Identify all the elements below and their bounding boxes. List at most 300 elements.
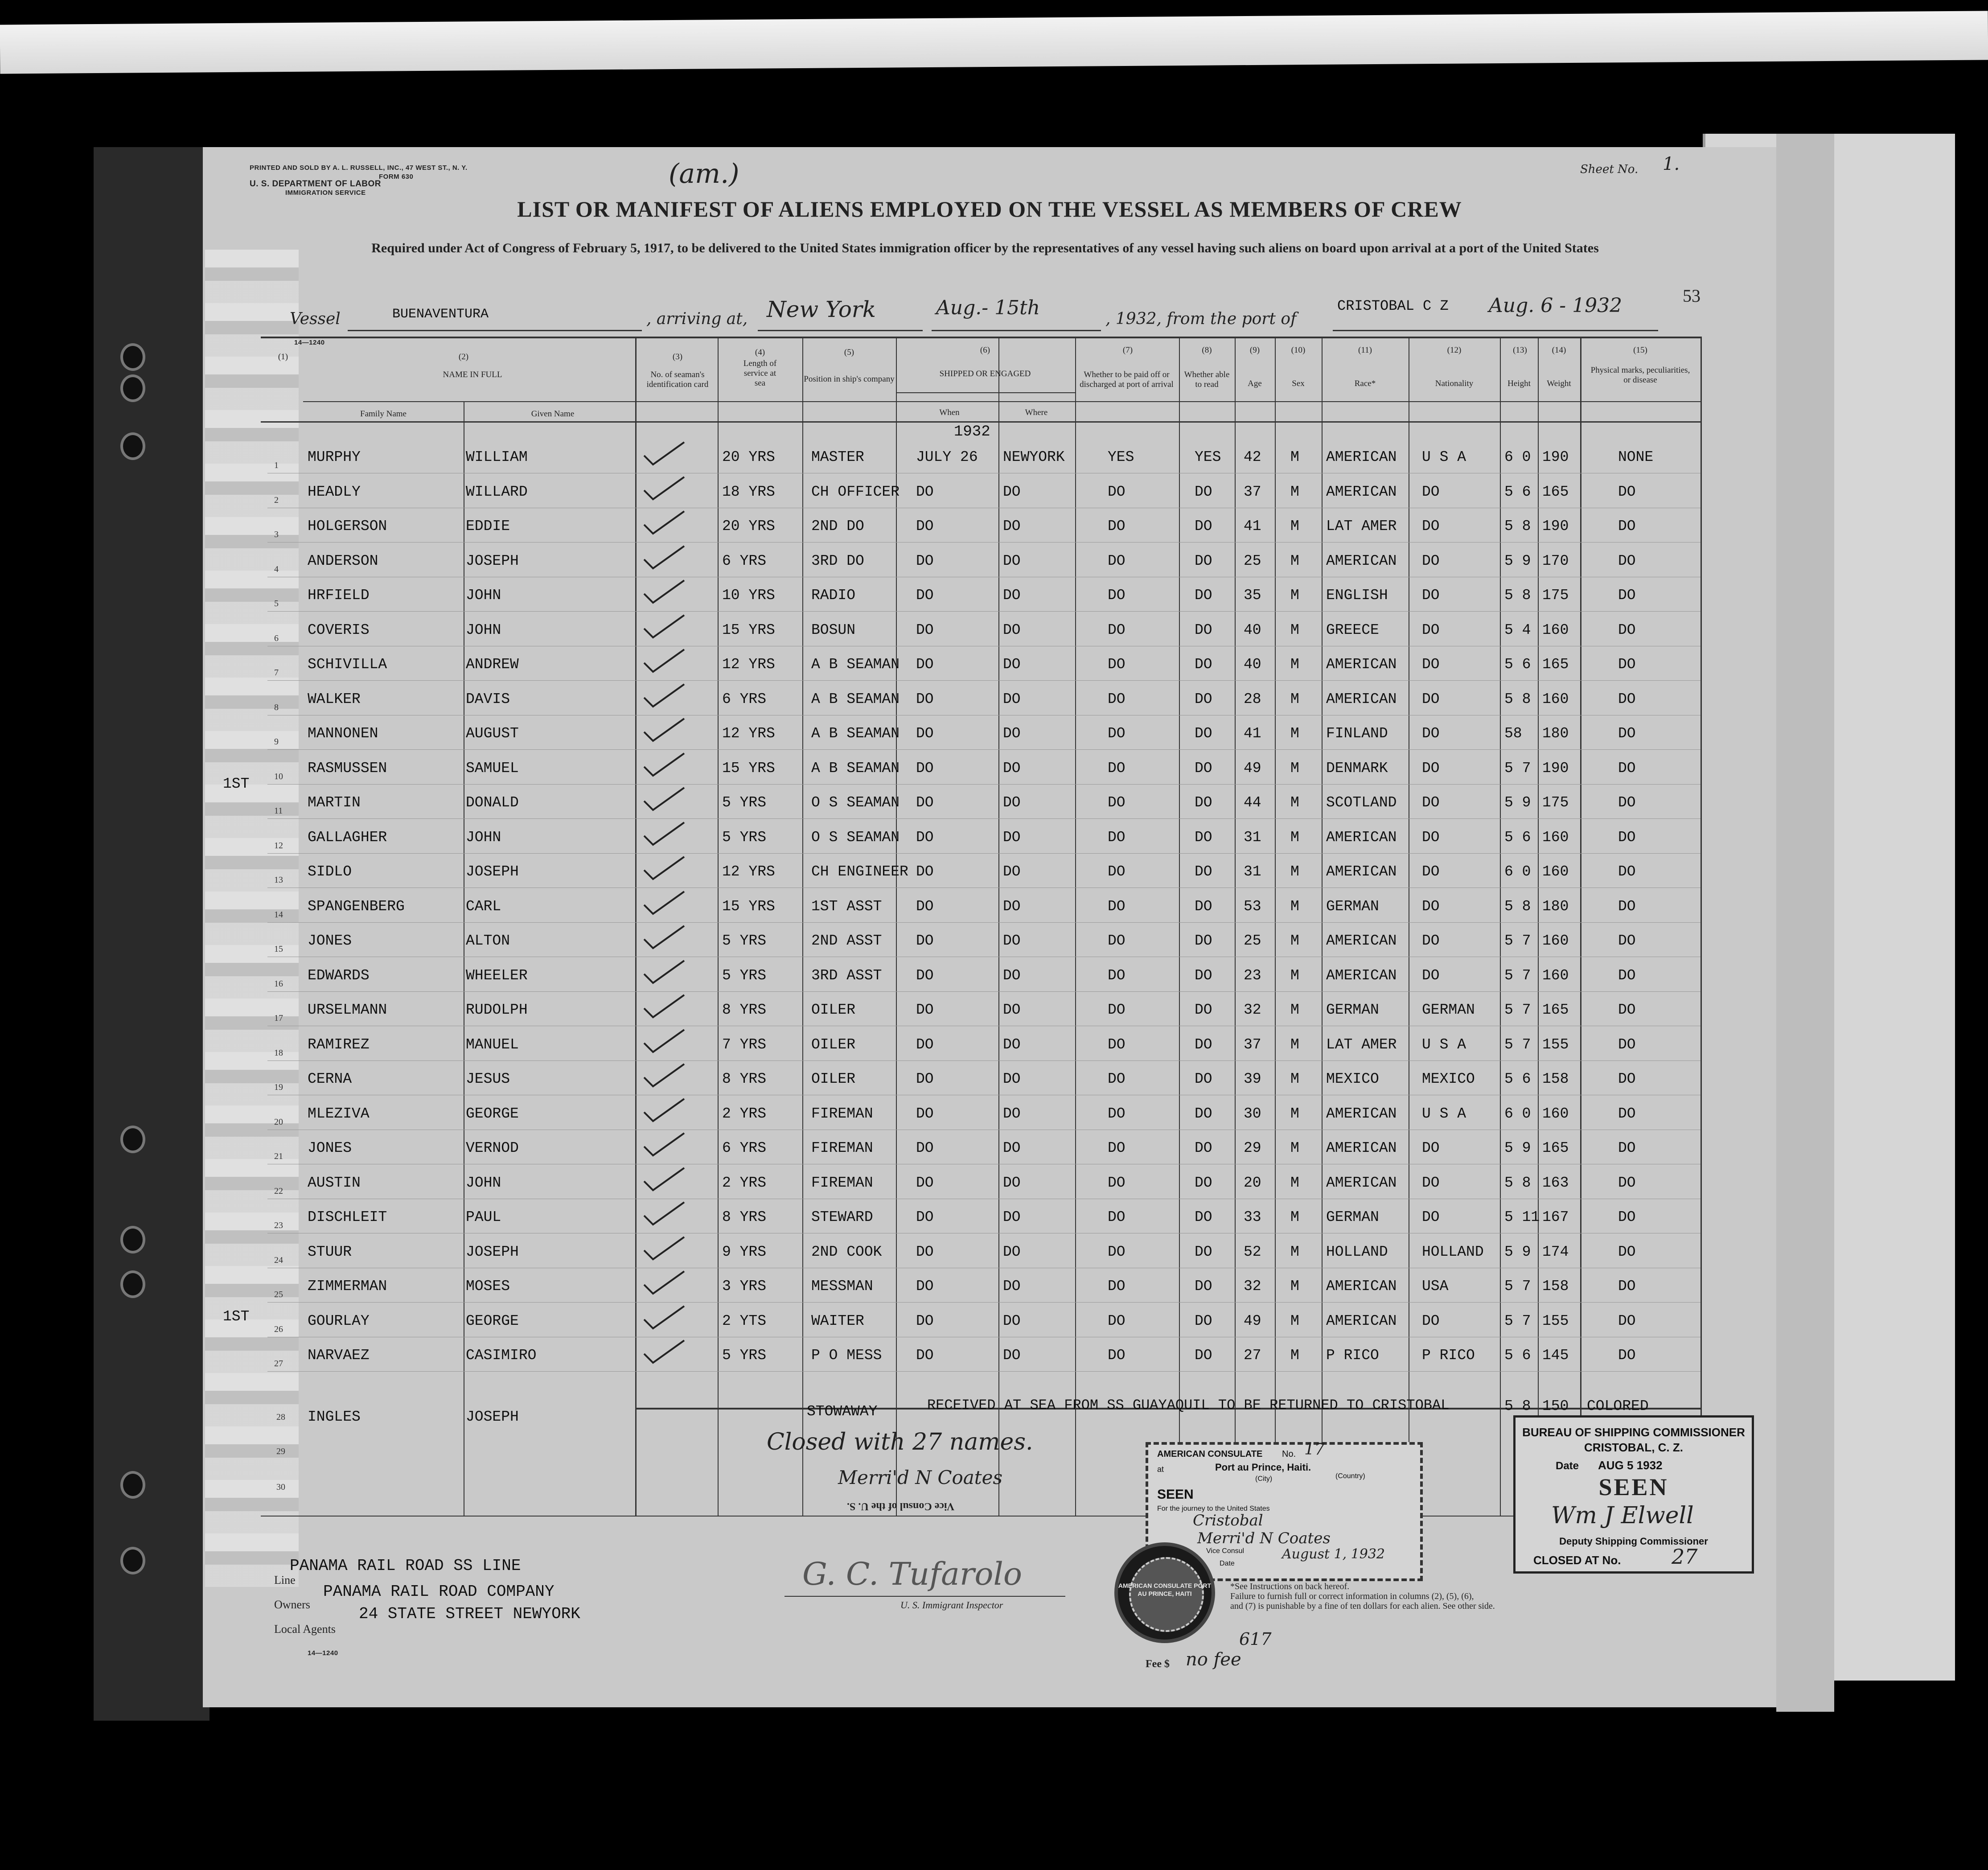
checkmark-icon	[642, 1338, 686, 1365]
shipped-where: DO	[1003, 933, 1021, 949]
row-number: 15	[274, 944, 283, 954]
department-name: U. S. DEPARTMENT OF LABOR	[250, 179, 382, 189]
sheet-number: 1.	[1663, 154, 1680, 174]
height: 6 0	[1504, 863, 1531, 880]
year-port-label: , 1932, from the port of	[1105, 310, 1297, 328]
service-length: 15 YRS	[722, 898, 775, 915]
col-3-number: (3)	[672, 352, 683, 362]
service-length: 8 YRS	[722, 1209, 767, 1225]
given-name: ANDREW	[466, 656, 519, 673]
paid-off: DO	[1108, 690, 1125, 707]
checkmark-icon	[642, 440, 686, 467]
shipped-when: DO	[916, 829, 934, 846]
age: 30	[1244, 1105, 1261, 1122]
consulate-vice: Vice Consul	[1206, 1547, 1245, 1555]
given-name: PAUL	[466, 1209, 501, 1225]
row-number: 7	[274, 668, 279, 678]
race: AMERICAN	[1326, 483, 1397, 500]
fee-value: no fee	[1186, 1649, 1241, 1670]
annotation-am: (am.)	[669, 158, 739, 189]
sex: M	[1290, 1347, 1299, 1364]
age: 23	[1244, 967, 1261, 984]
sex: M	[1290, 483, 1299, 500]
height: 5 7	[1504, 1036, 1531, 1053]
race: SCOTLAND	[1326, 794, 1397, 811]
nationality: DO	[1422, 1174, 1440, 1191]
position: P O MESS	[811, 1347, 882, 1364]
nationality: DO	[1422, 1140, 1440, 1156]
shipped-when: DO	[916, 1243, 934, 1260]
bureau-signature: Wm J Elwell	[1551, 1502, 1694, 1529]
age: 41	[1244, 518, 1261, 534]
service-length: 12 YRS	[722, 725, 775, 742]
paid-off: DO	[1108, 1278, 1125, 1295]
consulate-at: at	[1157, 1465, 1164, 1474]
family-name: SIDLO	[308, 863, 352, 880]
page-subtitle: Required under Act of Congress of February 5, 1917, to be delivered to the United States immigration officer by the representatives of any vessel having such aliens on board upon arrival at a port of the United States	[371, 241, 1599, 255]
family-name: ZIMMERMAN	[308, 1278, 387, 1295]
checkmark-icon	[642, 613, 686, 640]
race: AMERICAN	[1326, 1140, 1397, 1156]
nationality: DO	[1422, 829, 1440, 846]
nationality: MEXICO	[1422, 1071, 1475, 1087]
page-right-edge	[1776, 134, 1834, 1712]
service-length: 2 YTS	[722, 1312, 767, 1329]
age: 53	[1244, 898, 1261, 915]
nationality: DO	[1422, 725, 1440, 742]
row-number: 4	[274, 564, 279, 574]
position: BOSUN	[811, 621, 856, 638]
checkmark-icon	[642, 1235, 686, 1262]
where-header: Where	[1025, 408, 1048, 417]
row-number: 12	[274, 840, 283, 851]
family-name: DISCHLEIT	[308, 1209, 387, 1225]
shipped-where: NEWYORK	[1003, 449, 1065, 465]
punch-hole	[120, 343, 145, 371]
weight: 180	[1542, 725, 1569, 742]
shipped-where: DO	[1003, 1140, 1021, 1156]
given-name: MOSES	[466, 1278, 510, 1295]
given-name: SAMUEL	[466, 760, 519, 777]
age: 49	[1244, 1312, 1261, 1329]
row-number: 11	[274, 806, 283, 816]
sex: M	[1290, 1312, 1299, 1329]
paid-off: DO	[1108, 760, 1125, 777]
nationality: DO	[1422, 760, 1440, 777]
owners-value: PANAMA RAIL ROAD COMPANY	[323, 1582, 555, 1601]
shipped-when: DO	[916, 690, 934, 707]
sex: M	[1290, 1140, 1299, 1156]
shipped-when: DO	[916, 1105, 934, 1122]
race: MEXICO	[1326, 1071, 1379, 1087]
family-name: GOURLAY	[308, 1312, 370, 1329]
checkmark-icon	[642, 475, 686, 501]
binder-edge	[94, 147, 209, 1721]
col-14-label: Weight	[1547, 379, 1571, 388]
race: GERMAN	[1326, 898, 1379, 915]
position: A B SEAMAN	[811, 760, 900, 777]
col-11-label: Race*	[1354, 379, 1376, 388]
physical-marks: DO	[1618, 794, 1636, 811]
position: A B SEAMAN	[811, 656, 900, 673]
row-number: 26	[274, 1324, 283, 1334]
position: 2ND ASST	[811, 933, 882, 949]
service-length: 20 YRS	[722, 449, 775, 465]
service-length: 6 YRS	[722, 1140, 767, 1156]
nationality: U S A	[1422, 449, 1466, 465]
paid-off: DO	[1108, 933, 1125, 949]
physical-marks: DO	[1618, 483, 1636, 500]
race: LAT AMER	[1326, 518, 1397, 534]
age: 35	[1244, 587, 1261, 604]
position: RADIO	[811, 587, 856, 604]
bureau-title: BUREAU OF SHIPPING COMMISSIONER	[1522, 1426, 1745, 1439]
given-name: JESUS	[466, 1071, 510, 1087]
shipped-where: DO	[1003, 1036, 1021, 1053]
punch-hole	[120, 1471, 145, 1499]
row-number: 2	[274, 495, 279, 505]
weight: 160	[1542, 933, 1569, 949]
col-10-label: Sex	[1292, 379, 1305, 388]
checkmark-icon	[642, 716, 686, 743]
row-number: 9	[274, 737, 279, 747]
shipped-where: DO	[1003, 1209, 1021, 1225]
sex: M	[1290, 967, 1299, 984]
when-header: When	[939, 408, 960, 417]
departure-date: Aug. 6 - 1932	[1489, 294, 1622, 317]
physical-marks: DO	[1618, 552, 1636, 569]
race: AMERICAN	[1326, 449, 1397, 465]
height: 5 6	[1504, 656, 1531, 673]
paid-off: DO	[1108, 1071, 1125, 1087]
given-name: CARL	[466, 898, 501, 915]
physical-marks: DO	[1618, 725, 1636, 742]
shipped-when: DO	[916, 898, 934, 915]
consulate-journey: For the journey to the United States	[1157, 1505, 1270, 1512]
shipped-when: DO	[916, 967, 934, 984]
position: 2ND DO	[811, 518, 864, 534]
age: 37	[1244, 483, 1261, 500]
paid-off: DO	[1108, 1036, 1125, 1053]
inspector-signature: G. C. Tufarolo	[802, 1556, 1023, 1592]
service-length: 2 YRS	[722, 1105, 767, 1122]
col-8-label: Whether able to read	[1184, 370, 1230, 389]
weight: 150	[1542, 1398, 1569, 1414]
race: AMERICAN	[1326, 1105, 1397, 1122]
arrival-date: Aug.- 15th	[936, 296, 1040, 319]
service-length: 5 YRS	[722, 829, 767, 846]
checkmark-icon	[642, 993, 686, 1019]
given-name: GEORGE	[466, 1312, 519, 1329]
given-name: JOSEPH	[466, 863, 519, 880]
shipped-when: DO	[916, 483, 934, 500]
height: 5 7	[1504, 1002, 1531, 1018]
consulate-date: August 1, 1932	[1282, 1546, 1385, 1562]
paid-off: DO	[1108, 898, 1125, 915]
shipped-where: DO	[1003, 621, 1021, 638]
position: OILER	[811, 1036, 856, 1053]
weight: 165	[1542, 483, 1569, 500]
shipped-where: DO	[1003, 1243, 1021, 1260]
age: 44	[1244, 794, 1261, 811]
row-number: 6	[274, 633, 279, 643]
row-number: 27	[274, 1359, 283, 1369]
shipped-when: DO	[916, 621, 934, 638]
checkmark-icon	[642, 682, 686, 709]
service-length: 10 YRS	[722, 587, 775, 604]
consulate-no: 17	[1304, 1440, 1325, 1459]
physical-marks: NONE	[1618, 449, 1654, 465]
able-to-read: DO	[1195, 587, 1212, 604]
height: 5 6	[1504, 829, 1531, 846]
physical-marks: DO	[1618, 898, 1636, 915]
race: AMERICAN	[1326, 1278, 1397, 1295]
paid-off: DO	[1108, 1140, 1125, 1156]
footnote-instructions: *See Instructions on back hereof.	[1230, 1582, 1350, 1591]
able-to-read: DO	[1195, 967, 1212, 984]
shipped-when: DO	[916, 1071, 934, 1087]
nationality: DO	[1422, 587, 1440, 604]
weight: 158	[1542, 1071, 1569, 1087]
sex: M	[1290, 690, 1299, 707]
family-name: NARVAEZ	[308, 1347, 370, 1364]
checkmark-icon	[642, 751, 686, 778]
shipped-when: DO	[916, 725, 934, 742]
race: AMERICAN	[1326, 552, 1397, 569]
bureau-place: CRISTOBAL, C. Z.	[1584, 1441, 1683, 1454]
nationality: DO	[1422, 1312, 1440, 1329]
weight: 174	[1542, 1243, 1569, 1260]
shipped-when: DO	[916, 1174, 934, 1191]
col-4-number: (4)	[755, 348, 765, 357]
agents-label: Local Agents	[274, 1623, 336, 1636]
nationality: DO	[1422, 933, 1440, 949]
row-number: 5	[274, 599, 279, 608]
shipped-where: DO	[1003, 1174, 1021, 1191]
row-number: 17	[274, 1013, 283, 1023]
row-number: 1	[274, 460, 279, 470]
able-to-read: DO	[1195, 1140, 1212, 1156]
service-length: 18 YRS	[722, 483, 775, 500]
consulate-place: Port au Prince, Haiti.	[1215, 1462, 1311, 1473]
sex: M	[1290, 449, 1299, 465]
shipped-where: DO	[1003, 1105, 1021, 1122]
paid-off: DO	[1108, 829, 1125, 846]
position: A B SEAMAN	[811, 690, 900, 707]
row-number: 21	[274, 1151, 283, 1161]
weight: 158	[1542, 1278, 1569, 1295]
able-to-read: DO	[1195, 483, 1212, 500]
shipped-where: DO	[1003, 794, 1021, 811]
shipped-when: DO	[916, 1209, 934, 1225]
arriving-port: New York	[767, 296, 876, 322]
printer-line: PRINTED AND SOLD BY A. L. RUSSELL, INC., 47 WEST ST., N. Y.	[250, 164, 468, 172]
sex: M	[1290, 1209, 1299, 1225]
height: 5 9	[1504, 1140, 1531, 1156]
age: 25	[1244, 933, 1261, 949]
position: A B SEAMAN	[811, 725, 900, 742]
col-5-number: (5)	[844, 348, 854, 357]
vessel-label: Vessel	[290, 310, 341, 328]
nationality: P RICO	[1422, 1347, 1475, 1364]
given-name: WILLARD	[466, 483, 528, 500]
checkmark-icon	[642, 1304, 686, 1331]
service-length: 8 YRS	[722, 1002, 767, 1018]
position: CH ENGINEER	[811, 863, 908, 880]
position: FIREMAN	[811, 1140, 873, 1156]
height: 5 6	[1504, 1347, 1531, 1364]
able-to-read: DO	[1195, 933, 1212, 949]
bureau-closed-label: CLOSED AT No.	[1533, 1554, 1621, 1567]
family-name-header: Family Name	[360, 409, 407, 419]
sex: M	[1290, 1071, 1299, 1087]
paid-off: DO	[1108, 1174, 1125, 1191]
physical-marks: DO	[1618, 1312, 1636, 1329]
able-to-read: DO	[1195, 1002, 1212, 1018]
race: FINLAND	[1326, 725, 1388, 742]
weight: 160	[1542, 621, 1569, 638]
paid-off: DO	[1108, 967, 1125, 984]
service-length: 2 YRS	[722, 1174, 767, 1191]
shipped-where: DO	[1003, 690, 1021, 707]
checkmark-icon	[642, 820, 686, 847]
bureau-stamp	[1513, 1415, 1754, 1574]
physical-marks: DO	[1618, 1243, 1636, 1260]
physical-marks: DO	[1618, 1278, 1636, 1295]
top-paper-strip	[0, 11, 1988, 74]
given-name: WILLIAM	[466, 449, 528, 465]
physical-marks: DO	[1618, 1105, 1636, 1122]
able-to-read: DO	[1195, 725, 1212, 742]
height: 5 7	[1504, 967, 1531, 984]
given-name: GEORGE	[466, 1105, 519, 1122]
race: GERMAN	[1326, 1209, 1379, 1225]
nationality: DO	[1422, 863, 1440, 880]
consulate-handwritten: Cristobal	[1193, 1512, 1263, 1529]
weight: 190	[1542, 518, 1569, 534]
shipped-where: DO	[1003, 725, 1021, 742]
checkmark-icon	[642, 958, 686, 985]
shipped-when: DO	[916, 1278, 934, 1295]
able-to-read: DO	[1195, 1036, 1212, 1053]
page-title: LIST OR MANIFEST OF ALIENS EMPLOYED ON THE VESSEL AS MEMBERS OF CREW	[517, 197, 1462, 222]
sex: M	[1290, 794, 1299, 811]
weight: 155	[1542, 1312, 1569, 1329]
service-length: 15 YRS	[722, 760, 775, 777]
sex: M	[1290, 1243, 1299, 1260]
shipped-where: DO	[1003, 967, 1021, 984]
nationality: U S A	[1422, 1105, 1466, 1122]
consulate-date-label: Date	[1220, 1560, 1235, 1567]
able-to-read: DO	[1195, 1243, 1212, 1260]
paid-off: DO	[1108, 552, 1125, 569]
weight: 160	[1542, 829, 1569, 846]
race: AMERICAN	[1326, 829, 1397, 846]
col-12-number: (12)	[1447, 345, 1462, 355]
position: STEWARD	[811, 1209, 873, 1225]
col-6-number: (6)	[980, 345, 990, 355]
given-name: DONALD	[466, 794, 519, 811]
height: 5 8	[1504, 898, 1531, 915]
form-number: FORM 630	[379, 173, 414, 181]
nationality: DO	[1422, 794, 1440, 811]
row-number: 3	[274, 530, 279, 539]
able-to-read: DO	[1195, 690, 1212, 707]
fee-label: Fee $	[1146, 1658, 1170, 1670]
consulate-seen: SEEN	[1157, 1487, 1194, 1502]
able-to-read: DO	[1195, 760, 1212, 777]
race: GREECE	[1326, 621, 1379, 638]
punch-hole	[120, 1226, 145, 1254]
race: HOLLAND	[1326, 1243, 1388, 1260]
shipped-where: DO	[1003, 829, 1021, 846]
paid-off: DO	[1108, 1243, 1125, 1260]
sex: M	[1290, 1036, 1299, 1053]
seal-text: AMERICAN CONSULATE PORT AU PRINCE, HAITI	[1118, 1582, 1212, 1597]
row-number: 18	[274, 1048, 283, 1058]
able-to-read: YES	[1195, 449, 1221, 465]
footnote-fine: Failure to furnish full or correct information in columns (2), (5), (6),	[1230, 1591, 1474, 1601]
given-name: JOHN	[466, 1174, 501, 1191]
family-name: CERNA	[308, 1071, 352, 1087]
shipped-when: DO	[916, 1140, 934, 1156]
nationality: HOLLAND	[1422, 1243, 1484, 1260]
age: 52	[1244, 1243, 1261, 1260]
able-to-read: DO	[1195, 1347, 1212, 1364]
family-name: SCHIVILLA	[308, 656, 387, 673]
checkmark-icon	[642, 578, 686, 605]
height: 5 9	[1504, 552, 1531, 569]
punch-hole	[120, 1547, 145, 1574]
race: ENGLISH	[1326, 587, 1388, 604]
service-length: 5 YRS	[722, 933, 767, 949]
checkmark-icon	[642, 1097, 686, 1123]
sex: M	[1290, 898, 1299, 915]
checkmark-icon	[642, 1062, 686, 1089]
height: 5 9	[1504, 794, 1531, 811]
weight: 160	[1542, 690, 1569, 707]
owners-label: Owners	[274, 1598, 310, 1611]
given-name: JOSEPH	[466, 1243, 519, 1260]
weight: 165	[1542, 1140, 1569, 1156]
family-name: HRFIELD	[308, 587, 370, 604]
weight: 145	[1542, 1347, 1569, 1364]
margin-mark: 1ST	[223, 1308, 250, 1325]
age: 49	[1244, 760, 1261, 777]
family-name: SPANGENBERG	[308, 898, 405, 915]
margin-mark: 1ST	[223, 776, 250, 792]
closed-note: Closed with 27 names.	[767, 1429, 1033, 1455]
paid-off: DO	[1108, 863, 1125, 880]
height: 6 0	[1504, 1105, 1531, 1122]
nationality: DO	[1422, 483, 1440, 500]
given-name: JOSEPH	[466, 1409, 519, 1425]
paid-off: DO	[1108, 621, 1125, 638]
physical-marks: DO	[1618, 760, 1636, 777]
checkmark-icon	[642, 509, 686, 536]
col-12-label: Nationality	[1435, 379, 1474, 388]
shipped-when: DO	[916, 518, 934, 534]
shipped-where: DO	[1003, 1347, 1021, 1364]
punch-hole	[120, 432, 145, 460]
age: 40	[1244, 621, 1261, 638]
family-name: GALLAGHER	[308, 829, 387, 846]
physical-marks: DO	[1618, 1036, 1636, 1053]
footnote-fine-2: and (7) is punishable by a fine of ten dollars for each alien. See other side.	[1230, 1601, 1495, 1611]
row-number: 8	[274, 702, 279, 712]
consulate-city: (City)	[1255, 1475, 1273, 1483]
height: 5 8	[1504, 1398, 1531, 1414]
